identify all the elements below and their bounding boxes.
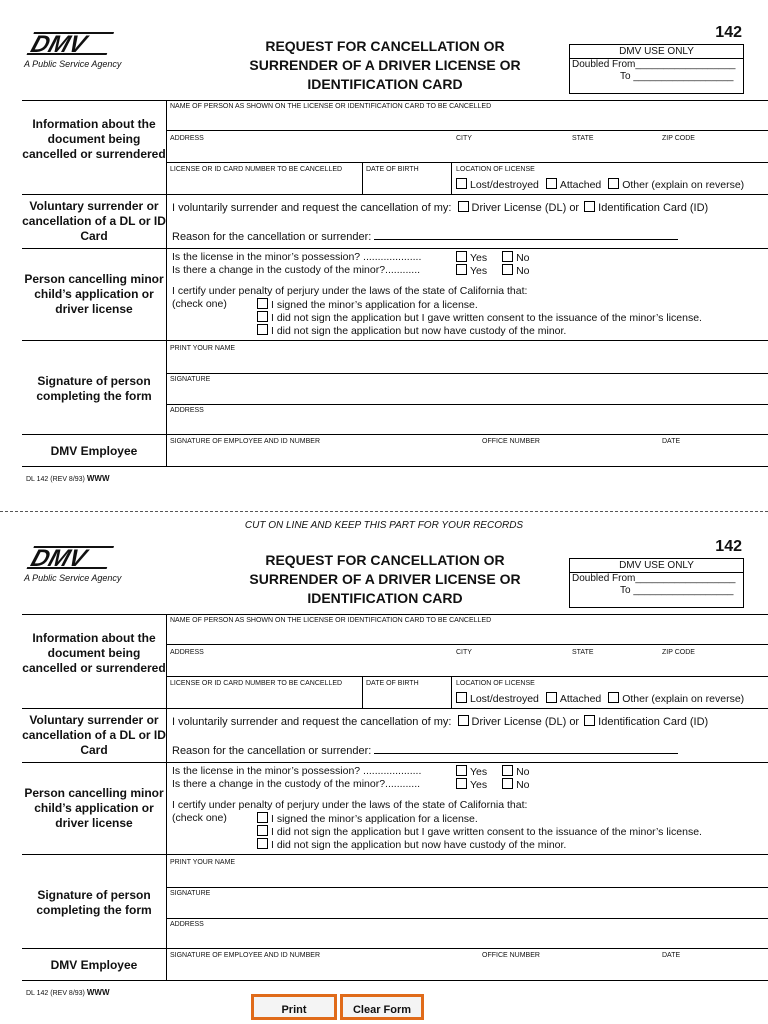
section-label-voluntary: Voluntary surrender or cancellation of a DL or ID Card <box>22 199 166 243</box>
possession-no-checkbox[interactable] <box>502 251 513 262</box>
rule <box>22 340 768 341</box>
dob-caption: DATE OF BIRTH <box>366 166 419 173</box>
certify-option-3: I did not sign the application but now have custody of the minor. <box>257 838 566 852</box>
section-label-signature: Signature of person completing the form <box>36 888 152 917</box>
section-label-voluntary: Voluntary surrender or cancellation of a DL or ID Card <box>22 713 166 757</box>
use-box-heading: DMV USE ONLY <box>570 559 743 573</box>
custody-checkbox[interactable] <box>257 324 268 335</box>
id-checkbox[interactable] <box>584 201 595 212</box>
license-number-caption: LICENSE OR ID CARD NUMBER TO BE CANCELLED <box>170 166 343 173</box>
question-custody: Is there a change in the custody of the minor?............ <box>172 264 421 276</box>
location-options: Lost/destroyed Attached Other (explain on reverse) <box>456 692 744 706</box>
zip-caption: ZIP CODE <box>662 135 695 142</box>
rule <box>167 644 768 645</box>
rule <box>22 614 768 615</box>
custody-no-checkbox[interactable] <box>502 778 513 789</box>
license-number-caption: LICENSE OR ID CARD NUMBER TO BE CANCELLED <box>170 680 343 687</box>
signed-application-checkbox[interactable] <box>257 298 268 309</box>
address-caption: ADDRESS <box>170 135 204 142</box>
section-label-signature: Signature of person completing the form <box>36 374 152 403</box>
use-box-heading: DMV USE ONLY <box>570 45 743 59</box>
rule <box>167 130 768 131</box>
possession-options: Yes No <box>456 251 530 265</box>
section-label-info: Information about the document being cancelled or surrendered <box>22 117 166 161</box>
cell-divider <box>362 676 363 708</box>
custody-yes-checkbox[interactable] <box>456 778 467 789</box>
rule <box>167 373 768 374</box>
rule <box>167 162 768 163</box>
dl-checkbox[interactable] <box>458 201 469 212</box>
rule <box>22 948 768 949</box>
agency-tagline: A Public Service Agency <box>24 573 122 583</box>
doubled-from-line: Doubled From__________________ <box>572 573 736 584</box>
possession-yes-checkbox[interactable] <box>456 765 467 776</box>
other-checkbox[interactable] <box>608 178 619 189</box>
dmv-logo <box>22 540 142 586</box>
section-label-info: Information about the document being cancelled or surrendered <box>22 631 166 675</box>
signer-address-caption: ADDRESS <box>170 921 204 928</box>
address-caption: ADDRESS <box>170 649 204 656</box>
custody-options: Yes No <box>456 264 530 278</box>
employee-signature-caption: SIGNATURE OF EMPLOYEE AND ID NUMBER <box>170 438 321 445</box>
rule <box>22 854 768 855</box>
check-one-label: (check one) <box>172 298 227 310</box>
dl-checkbox[interactable] <box>458 715 469 726</box>
dmv-logo-mark <box>22 540 117 574</box>
signer-address-caption: ADDRESS <box>170 407 204 414</box>
rule <box>167 676 768 677</box>
form-title: REQUEST FOR CANCELLATION OR SURRENDER OF A DRIVER LICENSE OR IDENTIFICATION CARD <box>249 552 521 606</box>
voluntary-statement: I voluntarily surrender and request the cancellation of my: Driver License (DL) or Identification Card (ID) <box>172 716 709 728</box>
attached-checkbox[interactable] <box>546 692 557 703</box>
custody-checkbox[interactable] <box>257 838 268 849</box>
form-title: REQUEST FOR CANCELLATION OR SURRENDER OF A DRIVER LICENSE OR IDENTIFICATION CARD <box>249 38 521 92</box>
form-number: 142 <box>715 24 742 41</box>
dmv-logo-mark <box>22 26 117 60</box>
agency-tagline: A Public Service Agency <box>24 59 122 69</box>
employee-signature-caption: SIGNATURE OF EMPLOYEE AND ID NUMBER <box>170 952 321 959</box>
custody-options: Yes No <box>456 778 530 792</box>
name-caption: NAME OF PERSON AS SHOWN ON THE LICENSE OR IDENTIFICATION CARD TO BE CANCELLED <box>170 103 492 110</box>
section-label-employee: DMV Employee <box>50 444 138 458</box>
cut-line <box>0 511 768 512</box>
office-number-caption: OFFICE NUMBER <box>482 438 540 445</box>
column-divider <box>166 614 167 980</box>
reason-line: Reason for the cancellation or surrender: <box>172 743 678 758</box>
certify-option-2: I did not sign the application but I gave written consent to the issuance of the minor’s license. <box>257 311 702 325</box>
clear-form-button[interactable]: Clear Form <box>340 994 424 1020</box>
written-consent-checkbox[interactable] <box>257 825 268 836</box>
location-options: Lost/destroyed Attached Other (explain on reverse) <box>456 178 744 192</box>
rule <box>22 100 768 101</box>
doubled-from-line: Doubled From__________________ <box>572 59 736 70</box>
section-label-minor: Person cancelling minor child’s application or driver license <box>24 786 164 830</box>
to-line: To __________________ <box>620 71 734 82</box>
rule <box>22 194 768 195</box>
cell-divider <box>451 162 452 194</box>
form-revision: DL 142 (REV 8/93) WWW <box>26 988 110 997</box>
state-caption: STATE <box>572 649 594 656</box>
signed-application-checkbox[interactable] <box>257 812 268 823</box>
attached-checkbox[interactable] <box>546 178 557 189</box>
column-divider <box>166 100 167 466</box>
dmv-use-only-box <box>569 558 744 608</box>
rule <box>167 918 768 919</box>
form-copy-dmv <box>0 0 768 490</box>
reason-line: Reason for the cancellation or surrender: <box>172 229 678 244</box>
dmv-logo <box>22 26 142 72</box>
rule <box>22 980 768 981</box>
signature-caption: SIGNATURE <box>170 376 211 383</box>
question-possession: Is the license in the minor’s possession? .................... <box>172 765 422 777</box>
rule <box>22 248 768 249</box>
question-custody: Is there a change in the custody of the minor?............ <box>172 778 421 790</box>
section-label-minor: Person cancelling minor child’s application or driver license <box>24 272 164 316</box>
written-consent-checkbox[interactable] <box>257 311 268 322</box>
signature-caption: SIGNATURE <box>170 890 211 897</box>
reason-field[interactable] <box>374 743 678 754</box>
rule <box>167 887 768 888</box>
possession-yes-checkbox[interactable] <box>456 251 467 262</box>
possession-options: Yes No <box>456 765 530 779</box>
zip-caption: ZIP CODE <box>662 649 695 656</box>
certify-option-1: I signed the minor’s application for a license. <box>257 812 478 826</box>
rule <box>22 708 768 709</box>
certify-statement: I certify under penalty of perjury under the laws of the state of California that: <box>172 285 528 297</box>
certify-option-1: I signed the minor’s application for a license. <box>257 298 478 312</box>
form-copy-records <box>0 514 768 1004</box>
city-caption: CITY <box>456 649 472 656</box>
cut-instructions: CUT ON LINE AND KEEP THIS PART FOR YOUR RECORDS <box>244 520 524 531</box>
print-button[interactable]: Print <box>251 994 337 1020</box>
to-line: To __________________ <box>620 585 734 596</box>
date-caption: DATE <box>662 438 681 445</box>
voluntary-statement: I voluntarily surrender and request the cancellation of my: Driver License (DL) or Identification Card (ID) <box>172 202 709 214</box>
date-caption: DATE <box>662 952 681 959</box>
other-checkbox[interactable] <box>608 692 619 703</box>
svg-text:DMV: DMV <box>27 31 90 58</box>
question-possession: Is the license in the minor’s possession? .................... <box>172 251 422 263</box>
print-name-caption: PRINT YOUR NAME <box>170 859 236 866</box>
rule <box>167 404 768 405</box>
rule <box>22 762 768 763</box>
certify-statement: I certify under penalty of perjury under the laws of the state of California that: <box>172 799 528 811</box>
city-caption: CITY <box>456 135 472 142</box>
location-caption: LOCATION OF LICENSE <box>456 680 535 687</box>
custody-yes-checkbox[interactable] <box>456 264 467 275</box>
section-label-employee: DMV Employee <box>50 958 138 972</box>
state-caption: STATE <box>572 135 594 142</box>
form-revision: DL 142 (REV 8/93) WWW <box>26 474 110 483</box>
cell-divider <box>451 676 452 708</box>
custody-no-checkbox[interactable] <box>502 264 513 275</box>
office-number-caption: OFFICE NUMBER <box>482 952 540 959</box>
rule <box>22 434 768 435</box>
rule <box>22 466 768 467</box>
dmv-use-only-box <box>569 44 744 94</box>
certify-option-3: I did not sign the application but now have custody of the minor. <box>257 324 566 338</box>
cell-divider <box>362 162 363 194</box>
check-one-label: (check one) <box>172 812 227 824</box>
id-checkbox[interactable] <box>584 715 595 726</box>
possession-no-checkbox[interactable] <box>502 765 513 776</box>
lost-checkbox[interactable] <box>456 178 467 189</box>
certify-option-2: I did not sign the application but I gave written consent to the issuance of the minor’s license. <box>257 825 702 839</box>
location-caption: LOCATION OF LICENSE <box>456 166 535 173</box>
svg-text:DMV: DMV <box>27 545 90 572</box>
reason-field[interactable] <box>374 229 678 240</box>
dob-caption: DATE OF BIRTH <box>366 680 419 687</box>
name-caption: NAME OF PERSON AS SHOWN ON THE LICENSE OR IDENTIFICATION CARD TO BE CANCELLED <box>170 617 492 624</box>
print-name-caption: PRINT YOUR NAME <box>170 345 236 352</box>
form-number: 142 <box>715 538 742 555</box>
lost-checkbox[interactable] <box>456 692 467 703</box>
